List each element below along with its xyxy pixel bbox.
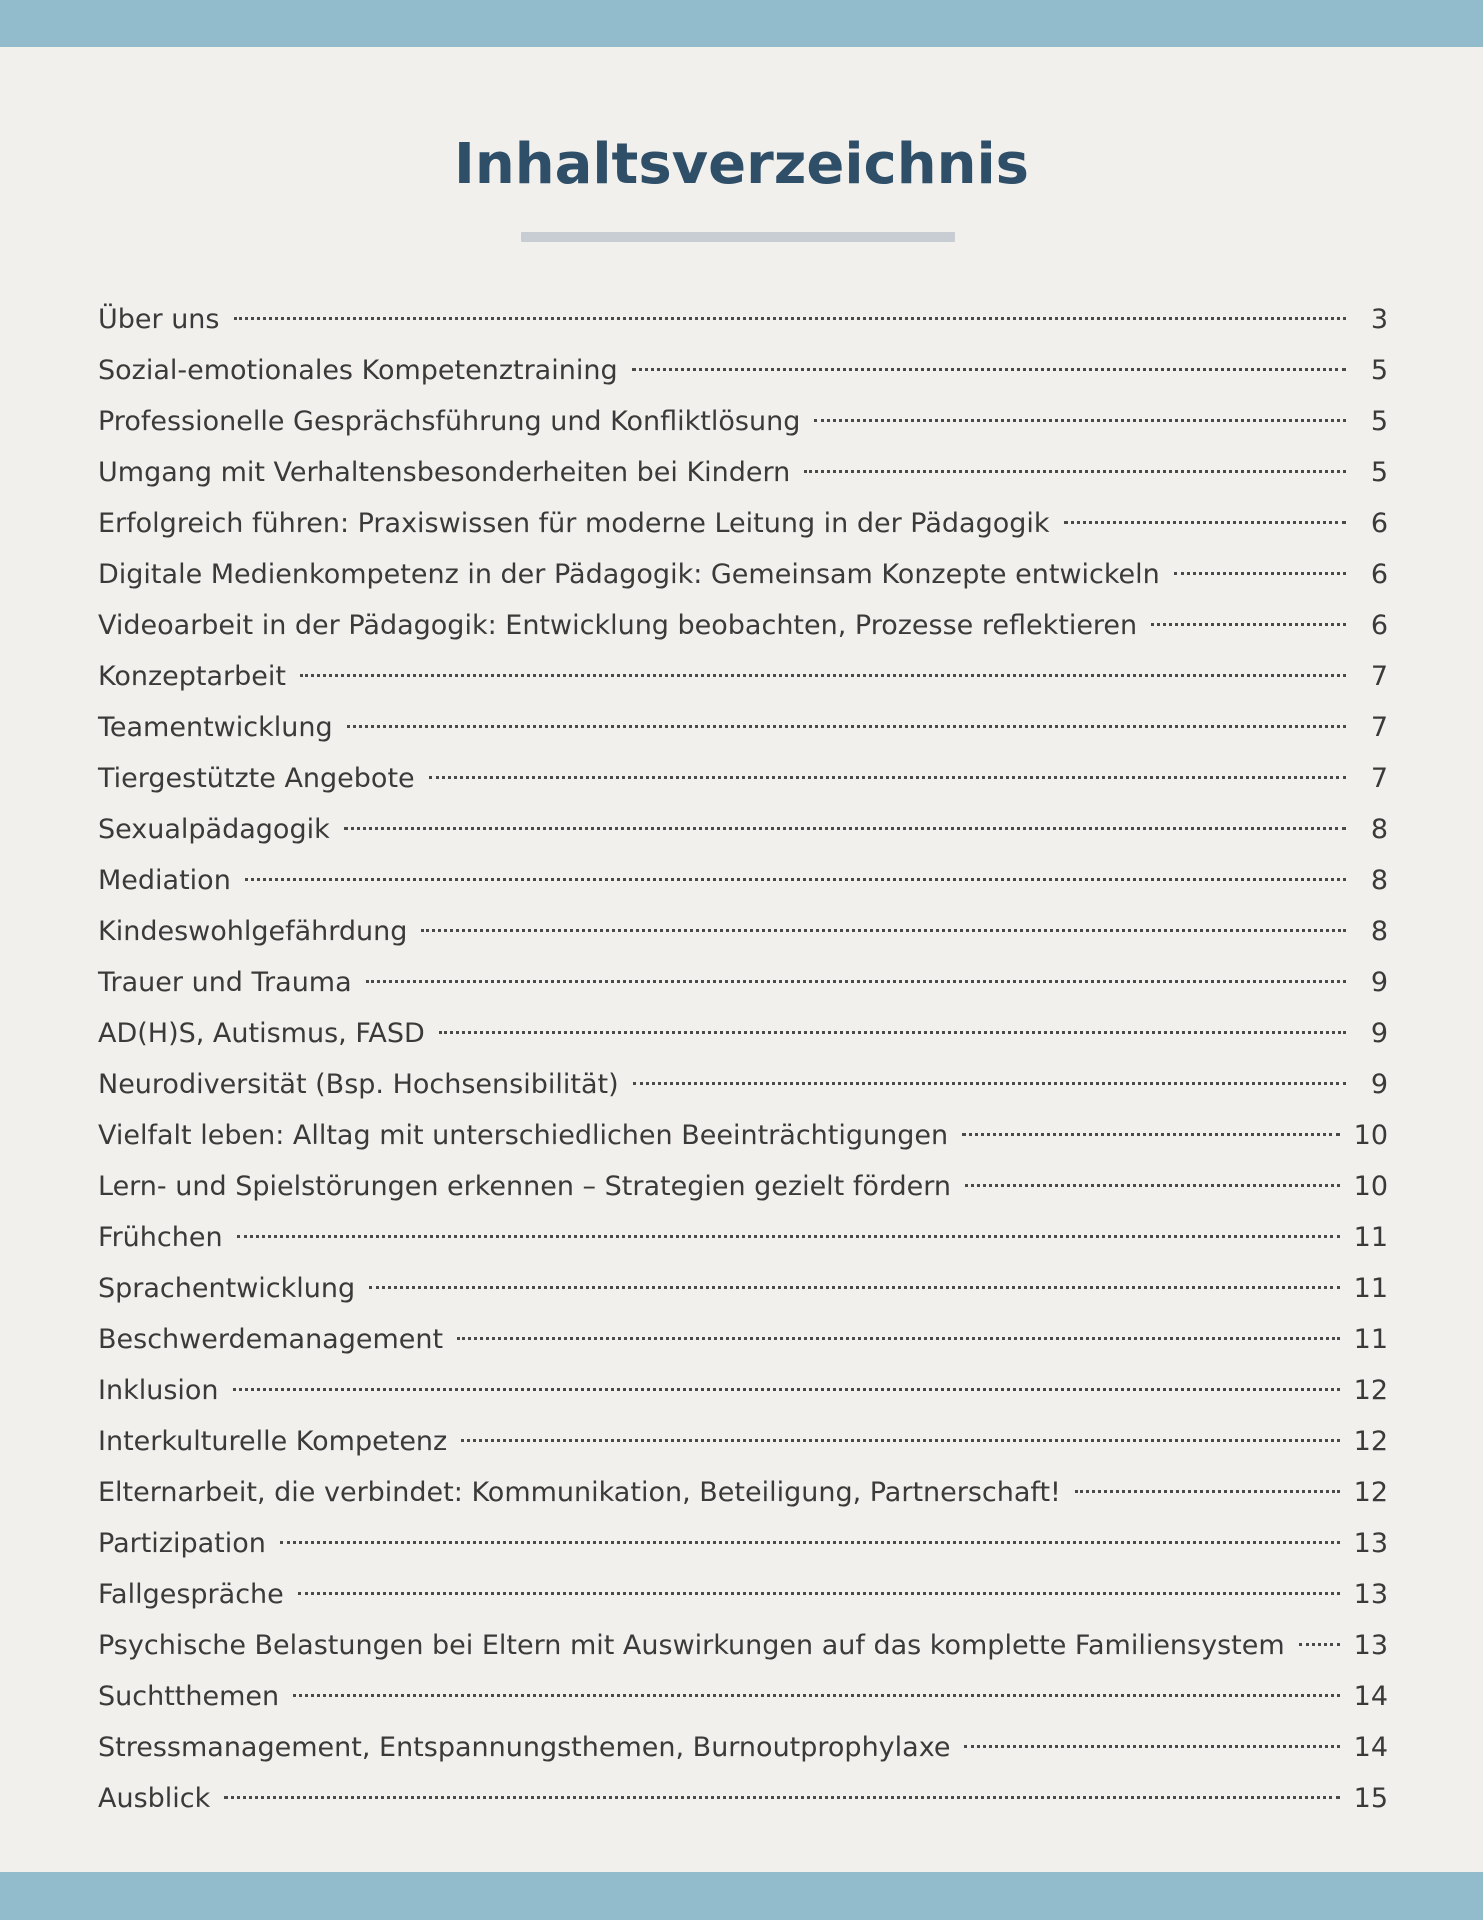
toc-leader-dots <box>964 1745 1339 1748</box>
toc-leader-dots <box>1075 1490 1340 1493</box>
toc-entry-page-number: 12 <box>1353 1477 1388 1508</box>
toc-entry-title: AD(H)S, Autismus, FASD <box>98 1018 425 1049</box>
toc-entry-page-number: 15 <box>1353 1783 1388 1814</box>
toc-entry-page-number: 7 <box>1370 661 1388 692</box>
toc-entry[interactable] <box>98 1569 1388 1620</box>
toc-entry[interactable] <box>98 702 1388 753</box>
toc-leader-dots <box>965 1184 1340 1187</box>
table-of-contents <box>98 294 1388 1824</box>
toc-leader-dots <box>421 929 1346 932</box>
toc-entry-page-number: 8 <box>1370 916 1388 947</box>
toc-entry-title: Vielfalt leben: Alltag mit unterschiedlichen Beeinträchtigungen <box>98 1120 949 1151</box>
toc-entry[interactable] <box>98 1059 1388 1110</box>
title-underline <box>521 232 955 242</box>
toc-leader-dots <box>962 1133 1340 1136</box>
toc-entry-page-number: 5 <box>1370 457 1388 488</box>
toc-entry-page-number: 14 <box>1353 1732 1388 1763</box>
toc-entry-title: Inklusion <box>98 1375 219 1406</box>
toc-leader-dots <box>439 1031 1346 1034</box>
toc-leader-dots <box>429 776 1346 779</box>
toc-leader-dots <box>347 725 1346 728</box>
toc-leader-dots <box>632 368 1346 371</box>
toc-leader-dots <box>300 674 1346 677</box>
toc-entry-title: Erfolgreich führen: Praxiswissen für moderne Leitung in der Pädagogik <box>98 508 1050 539</box>
toc-entry-title: Neurodiversität (Bsp. Hochsensibilität) <box>98 1069 619 1100</box>
toc-leader-dots <box>344 827 1346 830</box>
toc-entry[interactable] <box>98 753 1388 804</box>
toc-entry[interactable] <box>98 549 1388 600</box>
toc-entry-title: Sprachentwicklung <box>98 1273 356 1304</box>
toc-entry-page-number: 8 <box>1370 814 1388 845</box>
toc-entry[interactable] <box>98 498 1388 549</box>
toc-leader-dots <box>1299 1643 1340 1646</box>
toc-entry-title: Ausblick <box>98 1783 211 1814</box>
toc-entry-page-number: 5 <box>1370 355 1388 386</box>
toc-leader-dots <box>234 317 1347 320</box>
toc-leader-dots <box>804 470 1346 473</box>
toc-leader-dots <box>457 1337 1340 1340</box>
toc-entry-page-number: 7 <box>1370 712 1388 743</box>
toc-entry-page-number: 9 <box>1370 1018 1388 1049</box>
toc-entry[interactable] <box>98 1722 1388 1773</box>
toc-entry-page-number: 9 <box>1370 1069 1388 1100</box>
toc-entry-title: Digitale Medienkompetenz in der Pädagogik: Gemeinsam Konzepte entwickeln <box>98 559 1160 590</box>
toc-entry-title: Beschwerdemanagement <box>98 1324 444 1355</box>
toc-entry-title: Suchtthemen <box>98 1681 280 1712</box>
toc-entry[interactable] <box>98 1314 1388 1365</box>
toc-entry[interactable] <box>98 1110 1388 1161</box>
toc-entry-title: Umgang mit Verhaltensbesonderheiten bei Kindern <box>98 457 791 488</box>
toc-leader-dots <box>369 1286 1340 1289</box>
toc-entry-title: Elternarbeit, die verbindet: Kommunikation, Beteiligung, Partnerschaft! <box>98 1477 1061 1508</box>
toc-entry-page-number: 9 <box>1370 967 1388 998</box>
toc-entry-title: Sozial-emotionales Kompetenztraining <box>98 355 618 386</box>
toc-entry[interactable] <box>98 1212 1388 1263</box>
toc-entry[interactable] <box>98 396 1388 447</box>
toc-entry-title: Sexualpädagogik <box>98 814 330 845</box>
toc-entry[interactable] <box>98 855 1388 906</box>
toc-leader-dots <box>366 980 1346 983</box>
toc-entry-title: Kindeswohlgefährdung <box>98 916 408 947</box>
toc-entry-page-number: 10 <box>1353 1120 1388 1151</box>
toc-leader-dots <box>814 419 1346 422</box>
toc-entry[interactable] <box>98 906 1388 957</box>
toc-entry-title: Professionelle Gesprächsführung und Konfliktlösung <box>98 406 801 437</box>
toc-entry-page-number: 11 <box>1353 1324 1388 1355</box>
page-title: Inhaltsverzeichnis <box>454 132 1029 197</box>
toc-entry[interactable] <box>98 1263 1388 1314</box>
toc-entry-title: Stressmanagement, Entspannungsthemen, Burnoutprophylaxe <box>98 1732 951 1763</box>
toc-entry-title: Tiergestützte Angebote <box>98 763 415 794</box>
toc-entry-page-number: 12 <box>1353 1375 1388 1406</box>
toc-entry[interactable] <box>98 1008 1388 1059</box>
toc-entry[interactable] <box>98 804 1388 855</box>
toc-entry-title: Trauer und Trauma <box>98 967 352 998</box>
toc-entry-page-number: 7 <box>1370 763 1388 794</box>
toc-entry-page-number: 8 <box>1370 865 1388 896</box>
toc-leader-dots <box>237 1235 1340 1238</box>
toc-entry[interactable] <box>98 1773 1388 1824</box>
toc-entry-page-number: 13 <box>1353 1630 1388 1661</box>
toc-entry-title: Über uns <box>98 304 220 335</box>
top-band <box>0 0 1483 47</box>
toc-entry-title: Frühchen <box>98 1222 223 1253</box>
toc-leader-dots <box>1064 521 1346 524</box>
toc-entry-title: Lern- und Spielstörungen erkennen – Strategien gezielt fördern <box>98 1171 951 1202</box>
bottom-band <box>0 1872 1483 1920</box>
toc-entry[interactable] <box>98 651 1388 702</box>
toc-entry[interactable] <box>98 1620 1388 1671</box>
toc-leader-dots <box>280 1541 1340 1544</box>
toc-entry[interactable] <box>98 1467 1388 1518</box>
toc-leader-dots <box>633 1082 1346 1085</box>
toc-entry-page-number: 14 <box>1353 1681 1388 1712</box>
toc-entry-page-number: 6 <box>1370 508 1388 539</box>
toc-entry[interactable] <box>98 1671 1388 1722</box>
toc-entry[interactable] <box>98 600 1388 651</box>
toc-entry[interactable] <box>98 1365 1388 1416</box>
toc-entry-title: Mediation <box>98 865 231 896</box>
toc-entry-title: Videoarbeit in der Pädagogik: Entwicklung beobachten, Prozesse reflektieren <box>98 610 1138 641</box>
toc-leader-dots <box>1174 572 1346 575</box>
toc-entry-page-number: 3 <box>1370 304 1388 335</box>
toc-entry-title: Fallgespräche <box>98 1579 284 1610</box>
toc-entry[interactable] <box>98 1161 1388 1212</box>
toc-entry-page-number: 6 <box>1370 559 1388 590</box>
toc-leader-dots <box>224 1796 1339 1799</box>
toc-entry-page-number: 6 <box>1370 610 1388 641</box>
toc-entry-title: Partizipation <box>98 1528 266 1559</box>
toc-entry[interactable] <box>98 1416 1388 1467</box>
toc-entry-page-number: 13 <box>1353 1579 1388 1610</box>
toc-leader-dots <box>245 878 1346 881</box>
toc-entry[interactable] <box>98 294 1388 345</box>
toc-entry-title: Interkulturelle Kompetenz <box>98 1426 448 1457</box>
toc-entry-title: Konzeptarbeit <box>98 661 286 692</box>
toc-leader-dots <box>293 1694 1340 1697</box>
toc-leader-dots <box>1151 623 1346 626</box>
toc-entry-page-number: 5 <box>1370 406 1388 437</box>
toc-entry-title: Teamentwicklung <box>98 712 333 743</box>
toc-entry[interactable] <box>98 1518 1388 1569</box>
toc-entry-page-number: 10 <box>1353 1171 1388 1202</box>
toc-leader-dots <box>298 1592 1340 1595</box>
toc-leader-dots <box>461 1439 1339 1442</box>
toc-entry[interactable] <box>98 957 1388 1008</box>
toc-entry-page-number: 13 <box>1353 1528 1388 1559</box>
toc-entry[interactable] <box>98 345 1388 396</box>
toc-entry[interactable] <box>98 447 1388 498</box>
toc-entry-page-number: 11 <box>1353 1273 1388 1304</box>
toc-entry-page-number: 12 <box>1353 1426 1388 1457</box>
toc-entry-title: Psychische Belastungen bei Eltern mit Auswirkungen auf das komplette Familiensystem <box>98 1630 1285 1661</box>
toc-entry-page-number: 11 <box>1353 1222 1388 1253</box>
toc-leader-dots <box>233 1388 1340 1391</box>
